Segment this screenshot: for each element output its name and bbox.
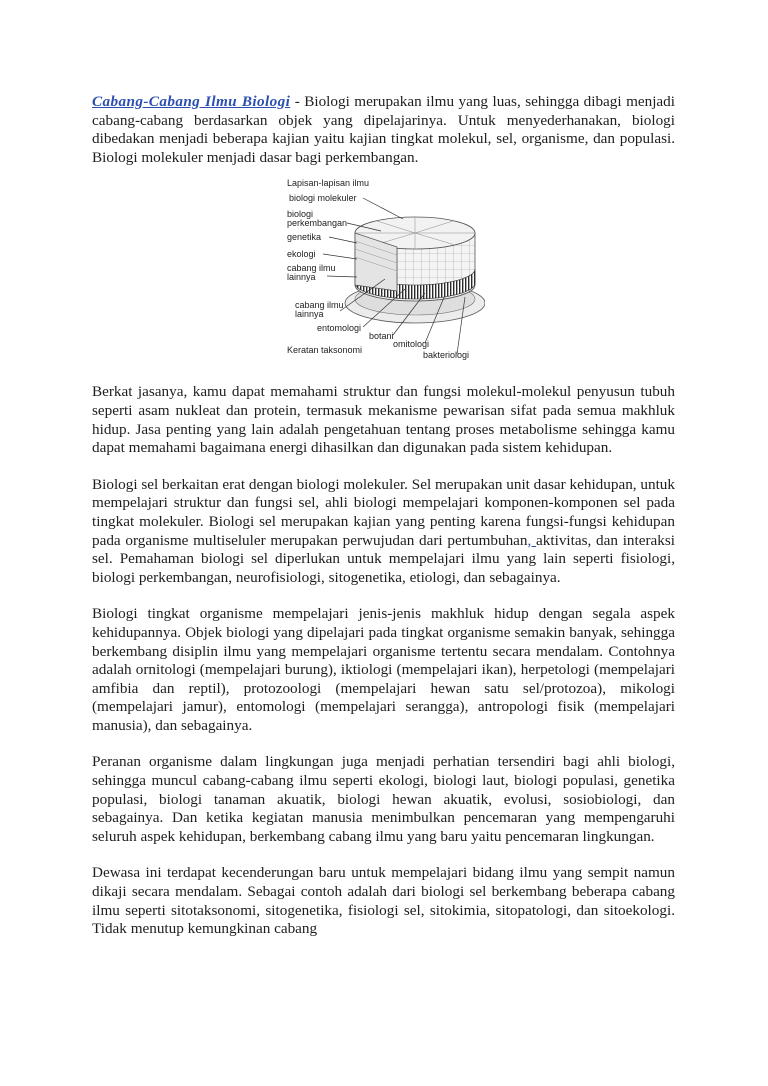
paragraph-3: Biologi tingkat organisme mempelajari jenis-jenis makhluk hidup dengan segala aspek kehidupannya. Objek biologi yang dipelajari pada tingkat organisme semakin banyak, sehingga berkembang disiplin ilmu yang mempelajari organisme tertentu secara mendalam. Contohnya adalah ornitologi (mempelajari burung), iktiologi (mempelajari ikan), herpetologi (mempelajari amfibia dan reptil), protozoologi (mempelajari hewan satu sel/protozoa), mikologi (mempelajari jamur), entomologi (mempelajari serangga), antropologi fisik (mempelajari manusia), dan sebagainya. [92,605,675,734]
label-omitologi: omitologi [393,339,430,350]
intro-text: - Biologi merupakan ilmu yang luas, sehingga dibagi menjadi cabang-cabang berdasarkan objek yang dipelajarinya. Untuk menyederhanakan, biologi dibedakan menjadi beberapa kajian yaitu kajian tingkat molekul, sel, organisme, dan populasi. Biologi molekuler menjadi dasar bagi perkembangan. [92,93,675,166]
label-genetika: genetika [287,232,322,243]
label-botani: botani [369,331,394,342]
figure-caption: Keratan taksonomi [287,345,363,356]
label-perkembangan: perkembangan [287,218,348,229]
label-cabang-ilmu-bottom: cabang ilmu [295,300,344,311]
paragraph-2 [92,476,675,588]
label-entomologi: entomologi [317,323,362,334]
intro-paragraph [92,93,675,167]
title-link[interactable]: Cabang-Cabang Ilmu Biologi [92,93,291,110]
label-lainnya: lainnya [287,272,316,283]
label-ekologi: ekologi [287,249,316,260]
paragraph-5: Dewasa ini terdapat kecenderungan baru untuk mempelajari bidang ilmu yang sempit namun dikaji secara mendalam. Sebagai contoh adalah dari biologi sel berkembang beberapa cabang ilmu seperti sitotaksonomi, sitogenetika, fisiologi sel, sitokimia, sitopatologi, dan sitoekologi. Tidak menutup kemungkinan cabang [92,864,675,938]
figure-heading: Lapisan-lapisan ilmu [287,178,370,189]
label-bakteriologi: bakteriologi [423,350,470,361]
paragraph-4: Peranan organisme dalam lingkungan juga menjadi perhatian tersendiri bagi ahli biologi, sehingga muncul cabang-cabang ilmu seperti ekologi, biologi laut, biologi populasi, genetika populasi, biologi tanaman akuatik, biologi hewan akuatik, evolusi, sosiobiologi, dan sebagainya. Dan ketika kegiatan manusia menimbulkan pencemaran yang mempengaruhi seluruh aspek kehidupan, berkembang cabang ilmu yang baru yaitu pencemaran lingkungan. [92,753,675,845]
label-lainnya-bottom: lainnya [295,309,324,320]
paragraph-2-text-b: aktivitas, dan interaksi sel. Pemahaman biologi sel diperlukan untuk mempelajari ilmu yang lain seperti fisiologi, biologi perkembangan, neurofisiologi, sitogenetika, etiologi, dan sebagainya. [92,531,675,586]
label-biologi: biologi [287,209,314,220]
taxonomy-figure [92,173,675,379]
label-cabang-ilmu: cabang ilmu [287,263,336,274]
label-biologi-molekuler: biologi molekuler [289,193,357,204]
paragraph-1: Berkat jasanya, kamu dapat memahami struktur dan fungsi molekul-molekul penyusun tubuh seperti asam nukleat dan protein, termasuk mekanisme pewarisan sifat pada semua makhluk hidup. Jasa penting yang lain adalah pengetahuan tentang proses metabolisme sehingga kamu dapat memahami bagaimana energi dihasilkan dan digunakan pada sistem kehidupan. [92,383,675,457]
layered-cylinder-diagram [285,173,485,379]
document-page [92,93,675,939]
inline-link[interactable]: , [527,531,537,549]
paragraph-2-text-a: Biologi sel berkaitan erat dengan biologi molekuler. Sel merupakan unit dasar kehidupan, untuk mempelajari struktur dan fungsi sel, ahli biologi mempelajari komponen-komponen sel pada tingkat molekuler. Biologi sel merupakan kajian yang penting karena fungsi-fungsi kehidupan pada organisme multiseluler merupakan perwujudan dari pertumbuhan [92,475,675,549]
